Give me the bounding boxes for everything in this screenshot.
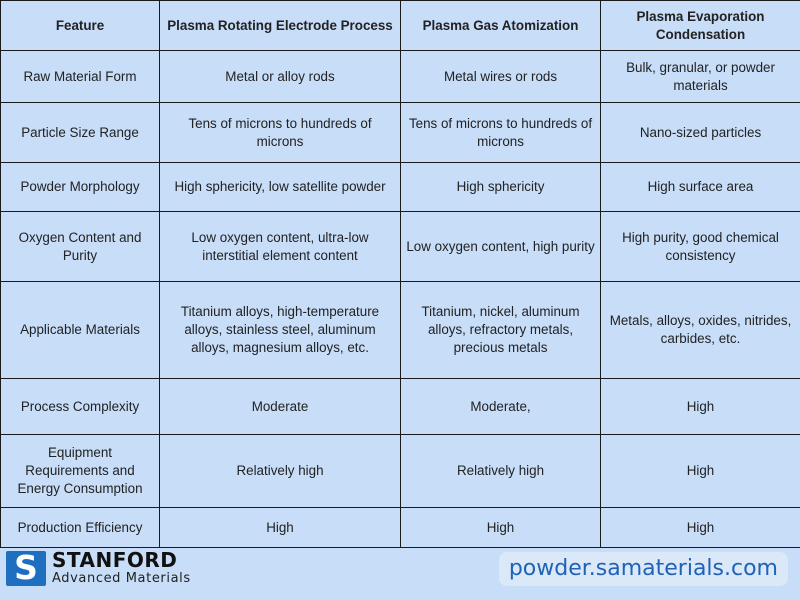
table-cell: High xyxy=(601,379,800,435)
table-cell: High surface area xyxy=(601,163,800,212)
feature-cell: Raw Material Form xyxy=(1,51,160,103)
header-plasma-evaporation-condensation: Plasma Evaporation Condensation xyxy=(601,1,800,51)
table-row xyxy=(1,282,800,379)
brand-name: STANFORD xyxy=(52,548,178,572)
table-row xyxy=(1,103,800,163)
table-cell: Metal or alloy rods xyxy=(160,51,401,103)
feature-cell: Particle Size Range xyxy=(1,103,160,163)
feature-cell: Powder Morphology xyxy=(1,163,160,212)
table-cell: Nano-sized particles xyxy=(601,103,800,163)
footer xyxy=(0,548,800,600)
table-cell: High xyxy=(401,508,601,548)
table-cell: High xyxy=(601,508,800,548)
table-cell: Relatively high xyxy=(401,435,601,508)
table-cell: Moderate xyxy=(160,379,401,435)
table-cell: Relatively high xyxy=(160,435,401,508)
table-cell: Metal wires or rods xyxy=(401,51,601,103)
table-row xyxy=(1,379,800,435)
stanford-logo-icon xyxy=(6,548,46,587)
table-cell: High sphericity xyxy=(401,163,601,212)
feature-cell: Process Complexity xyxy=(1,379,160,435)
logo-letter: S xyxy=(14,548,38,587)
table-cell: High xyxy=(160,508,401,548)
feature-cell: Applicable Materials xyxy=(1,282,160,379)
table-row xyxy=(1,212,800,282)
feature-cell: Production Efficiency xyxy=(1,508,160,548)
table-cell: High purity, good chemical consistency xyxy=(601,212,800,282)
table-cell: Titanium, nickel, aluminum alloys, refractory metals, precious metals xyxy=(401,282,601,379)
header-plasma-gas-atomization: Plasma Gas Atomization xyxy=(401,1,601,51)
table-cell: Tens of microns to hundreds of microns xyxy=(160,103,401,163)
feature-cell: Equipment Requirements and Energy Consumption xyxy=(1,435,160,508)
website-link[interactable]: powder.samaterials.com xyxy=(499,552,788,586)
table-row xyxy=(1,51,800,103)
brand-subtitle: Advanced Materials xyxy=(52,571,191,586)
table-cell: Moderate, xyxy=(401,379,601,435)
header-feature: Feature xyxy=(1,1,160,51)
table-row xyxy=(1,508,800,548)
table-cell: Low oxygen content, ultra-low interstitial element content xyxy=(160,212,401,282)
feature-cell: Oxygen Content and Purity xyxy=(1,212,160,282)
table-cell: Metals, alloys, oxides, nitrides, carbides, etc. xyxy=(601,282,800,379)
table-cell: High sphericity, low satellite powder xyxy=(160,163,401,212)
table-cell: Tens of microns to hundreds of microns xyxy=(401,103,601,163)
table-header-row xyxy=(1,1,800,51)
header-plasma-rotating-electrode: Plasma Rotating Electrode Process xyxy=(160,1,401,51)
table-row xyxy=(1,435,800,508)
table-cell: High xyxy=(601,435,800,508)
table-cell: Bulk, granular, or powder materials xyxy=(601,51,800,103)
table-cell: Titanium alloys, high-temperature alloys, stainless steel, aluminum alloys, magnesium alloys, etc. xyxy=(160,282,401,379)
table-row xyxy=(1,163,800,212)
table-cell: Low oxygen content, high purity xyxy=(401,212,601,282)
